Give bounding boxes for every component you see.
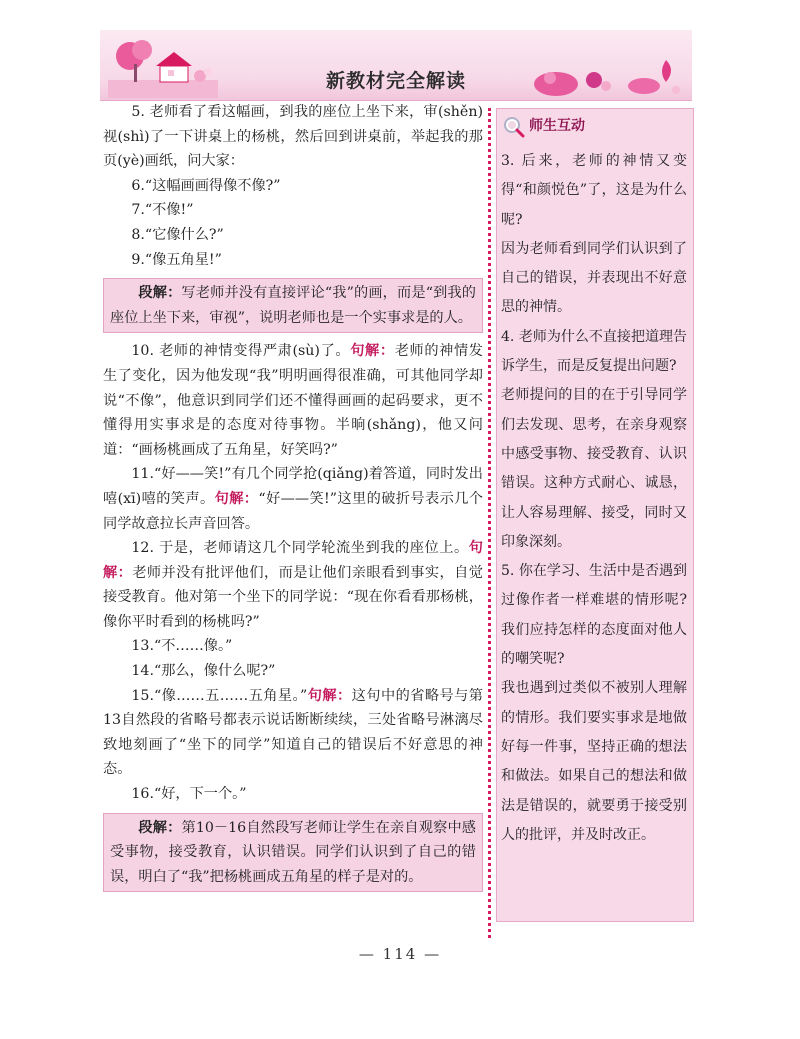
answer-3: 因为老师看到同学们认识到了自己的错误，并表现出不好意思的神情。	[501, 240, 687, 316]
answer-4: 老师提问的目的在于引导同学们去发现、思考，在亲身观察中感受事物、接受教育、认识错误。这种方式耐心、诚恳，让人容易理解、接受，同时又印象深刻。	[501, 387, 687, 550]
paragraph-15: 15.“像……五……五角星。”句解：这句中的省略号与第13自然段的省略号都表示说话断断续续，三处省略号淋漓尽致地刻画了“坐下的同学”知道自己的错误后不好意思的神态。	[103, 687, 483, 778]
analysis-text: 写老师并没有直接评论“我”的画，而是“到我的座位上坐下来，审视”，说明老师也是一个实事求是的人。	[110, 285, 476, 326]
paragraph-14: 14.“那么，像什么呢?”	[131, 663, 276, 680]
paragraph-6: 6.“这幅画画得像不像?”	[131, 177, 281, 194]
teacher-student-interaction-panel	[496, 108, 694, 922]
paragraph-5: 5. 老师看了看这幅画，到我的座位上坐下来，审(shěn)视(shì)了一下讲桌上的杨桃，然后回到讲桌前，举起我的那页(yè)画纸，问大家：	[103, 104, 483, 170]
question-3: 3. 后来，老师的神情又变得“和颜悦色”了，这是为什么呢?	[501, 153, 687, 228]
paragraph-10: 10. 老师的神情变得严肃(sù)了。句解：老师的神情发生了变化，因为他发现“我”明明画得很准确，可其他同学却说“不像”，他意识到同学们还不懂得画画的起码要求，更不懂得用实事求是的态度对待事物。半晌(shǎng)，他又问道：“画杨桃画成了五角星，好笑吗?”	[103, 343, 483, 458]
analysis-label: 段解：	[138, 285, 182, 302]
page-header	[100, 30, 692, 101]
page-number: — 114 —	[358, 945, 442, 963]
sentence-analysis-label: 句解：	[214, 490, 259, 507]
paragraph-11: 11.“好——笑!”有几个同学抢(qiǎng)着答道，同时发出嘻(xī)嘻的笑声。句解：“好——笑!”这里的破折号表示几个同学故意拉长声音回答。	[103, 466, 483, 532]
analysis-text: 第10－16自然段写老师让学生在亲自观察中感受事物，接受教育，认识错误。同学们认识到了自己的错误，明白了“我”把杨桃画成五角星的样子是对的。	[110, 819, 476, 885]
magnifier-icon	[503, 116, 525, 138]
sentence-analysis-label: 句解：	[307, 687, 352, 704]
paragraph-16: 16.“好，下一个。”	[131, 786, 247, 803]
paragraph-12: 12. 于是，老师请这几个同学轮流坐到我的座位上。句解：老师并没有批评他们，而是让他们亲眼看到事实，自觉接受教育。他对第一个坐下的同学说：“现在你看看那杨桃，像你平时看到的杨桃吗?”	[103, 540, 483, 630]
book-title: 新教材完全解读	[325, 70, 466, 92]
paragraph-13: 13.“不……像。”	[131, 638, 233, 655]
panel-header	[497, 109, 693, 147]
sentence-analysis-label: 句解：	[103, 540, 483, 581]
answer-5: 我也遇到过类似不被别人理解的情形。我们要实事求是地做好每一件事，坚持正确的想法和做法。如果自己的想法和做法是错误的，就要勇于接受别人的批评，并及时改正。	[501, 680, 687, 843]
main-text-column	[103, 100, 483, 898]
panel-title: 师生互动	[529, 118, 585, 134]
paragraph-8: 8.“它像什么?”	[131, 226, 224, 243]
question-5: 5. 你在学习、生活中是否遇到过像作者一样难堪的情形呢? 我们应持怎样的态度面对他人的嘲笑呢?	[501, 563, 687, 668]
paragraph-7: 7.“不像!”	[131, 202, 194, 219]
question-4: 4. 老师为什么不直接把道理告诉学生，而是反复提出问题?	[501, 328, 687, 375]
analysis-label: 段解：	[138, 819, 182, 836]
flower-decoration-icon	[526, 50, 686, 100]
sentence-analysis-label: 句解：	[350, 343, 395, 360]
column-divider	[488, 108, 491, 938]
panel-body	[497, 147, 693, 850]
paragraph-analysis-box	[103, 278, 483, 333]
paragraph-9: 9.“像五角星!”	[131, 251, 222, 268]
paragraph-analysis-box	[103, 813, 483, 893]
